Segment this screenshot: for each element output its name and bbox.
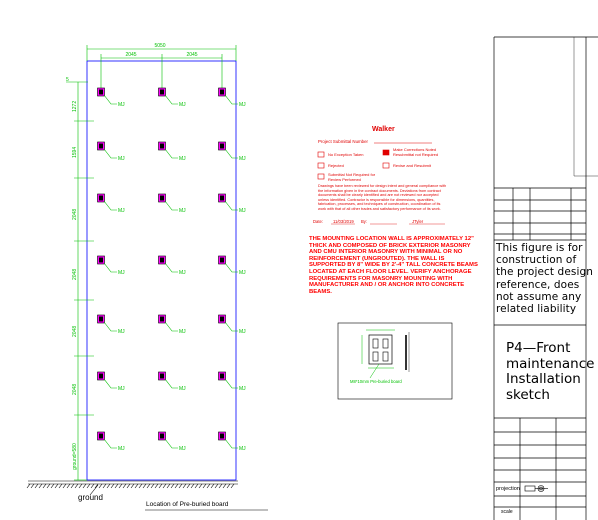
pre-buried-board <box>219 315 247 335</box>
pre-buried-board <box>159 315 187 335</box>
stamp-option-3: Rejected <box>328 163 344 168</box>
marker-label: MJ <box>179 329 186 335</box>
pre-buried-board <box>219 194 247 214</box>
detail-box <box>338 323 452 399</box>
detail-caption: M8*10mm Pre-buried board <box>350 379 402 384</box>
vertical-dim-5: 2048 <box>72 325 78 337</box>
projection-symbol <box>525 486 548 492</box>
pre-buried-board <box>98 315 126 335</box>
pre-buried-board <box>98 256 126 276</box>
top-dimensions <box>87 45 236 88</box>
marker-label: MJ <box>118 270 125 276</box>
marker-label: MJ <box>239 102 246 108</box>
marker-label: MJ <box>118 329 125 335</box>
stamp-body: Drawings have been reviewed for design intent and general compliance with the information given in the contract documents. Deviations from contract documents shall be clearly identified and are not reviewed nor accepted unless identified. Contractor is responsible for dimensions, quantities, fabrication, processes, and techniques of construction, coordination of its work with that of all other trades and satisfactory performance of its work. <box>318 184 447 211</box>
pre-buried-board <box>159 194 187 214</box>
ground-label: ground <box>78 493 103 502</box>
marker-label: MJ <box>118 386 125 392</box>
stamp-by-value: JTyler <box>412 219 424 224</box>
vertical-dim-6: 2048 <box>72 383 78 395</box>
stamp-checkbox-2 <box>383 150 389 155</box>
marker-label: MJ <box>239 208 246 214</box>
vertical-dim-1: 1272 <box>72 100 78 112</box>
vertical-dim-3: 2048 <box>72 208 78 220</box>
stamp-checkbox-3 <box>318 163 324 168</box>
stamp-by-label: By: <box>361 219 368 224</box>
pre-buried-board <box>98 372 126 392</box>
marker-label: MJ <box>239 270 246 276</box>
pre-buried-board <box>159 88 187 108</box>
stamp-option-4: Revise and Resubmit <box>393 163 432 168</box>
ground-hatch <box>27 481 238 488</box>
stamp-checkbox-4 <box>383 163 389 168</box>
vertical-dim-4: 2048 <box>72 268 78 280</box>
vertical-dim-7: ground=580 <box>72 443 78 470</box>
pre-buried-board <box>219 256 247 276</box>
stamp-option-5: Submittal Not Required for Review Performed <box>328 172 376 182</box>
left-spacing-dim: 2045 <box>125 52 137 58</box>
marker-label: MJ <box>118 446 125 452</box>
pre-buried-board-markers <box>98 88 247 452</box>
location-label: Location of Pre-buried board <box>146 501 229 508</box>
marker-label: MJ <box>179 156 186 162</box>
vertical-dim-labels <box>72 101 78 470</box>
wall-outline <box>87 61 236 480</box>
right-spacing-dim: 2045 <box>186 52 198 58</box>
projection-label: projection <box>496 486 520 492</box>
stamp-date-label: Date: <box>313 219 324 224</box>
pre-buried-board <box>98 194 126 214</box>
pre-buried-board <box>219 432 247 452</box>
drawing-title: P4—Front maintenance Installation sketch <box>506 340 595 403</box>
stamp-checkbox-5 <box>318 174 324 179</box>
left-gap-dim: 5 <box>66 77 69 83</box>
pre-buried-board <box>159 432 187 452</box>
marker-label: MJ <box>179 208 186 214</box>
vertical-dimension-line <box>66 82 94 480</box>
pre-buried-board <box>219 372 247 392</box>
stamp-checkbox-1 <box>318 152 324 157</box>
marker-label: MJ <box>118 102 125 108</box>
pre-buried-board <box>159 256 187 276</box>
pre-buried-board <box>98 432 126 452</box>
pre-buried-board <box>159 142 187 162</box>
disclaimer-note: This figure is for construction of the project design reference, does not assume any related liability <box>496 242 593 316</box>
vertical-dim-2: 1594 <box>72 146 78 158</box>
marker-label: MJ <box>118 208 125 214</box>
marker-label: MJ <box>179 270 186 276</box>
pre-buried-board <box>159 372 187 392</box>
pre-buried-board <box>219 88 247 108</box>
stamp-submittal-label: Project Submittal Number <box>318 139 369 144</box>
overall-width-dim: 5050 <box>154 43 166 49</box>
marker-label: MJ <box>239 386 246 392</box>
scale-label: scale <box>501 509 513 515</box>
stamp-option-1: No Exception Taken <box>328 152 364 157</box>
stamp-company: Walker <box>372 126 395 133</box>
pre-buried-board <box>219 142 247 162</box>
stamp-option-2: Make Corrections Noted Resubmittal not Required <box>393 147 439 157</box>
marker-label: MJ <box>179 102 186 108</box>
marker-label: MJ <box>179 386 186 392</box>
marker-label: MJ <box>239 156 246 162</box>
pre-buried-board <box>98 142 126 162</box>
pre-buried-board <box>98 88 126 108</box>
marker-label: MJ <box>239 446 246 452</box>
wall-note: THE MOUNTING LOCATION WALL IS APPROXIMATELY 12" THICK AND COMPOSED OF BRICK EXTERIOR MASONRY AND CMU INTERIOR MASONRY WITH MINIMAL OR NO REINFORCEMENT (UNGROUTED). THE WALL IS SUPPORTED BY 8" WIDE BY 2'-4" TALL CONCRETE BEAMS LOCATED AT EACH FLOOR LEVEL. VERIFY ANCHORAGE REQUIREMENTS FOR MASONRY MOUNTING WITH MANUFACTURER AND / OR ANCHOR INTO CONCRETE BEAMS. <box>309 236 478 295</box>
stamp-date-value: 11/03/2019 <box>333 219 354 224</box>
marker-label: MJ <box>118 156 125 162</box>
marker-label: MJ <box>179 446 186 452</box>
marker-label: MJ <box>239 329 246 335</box>
